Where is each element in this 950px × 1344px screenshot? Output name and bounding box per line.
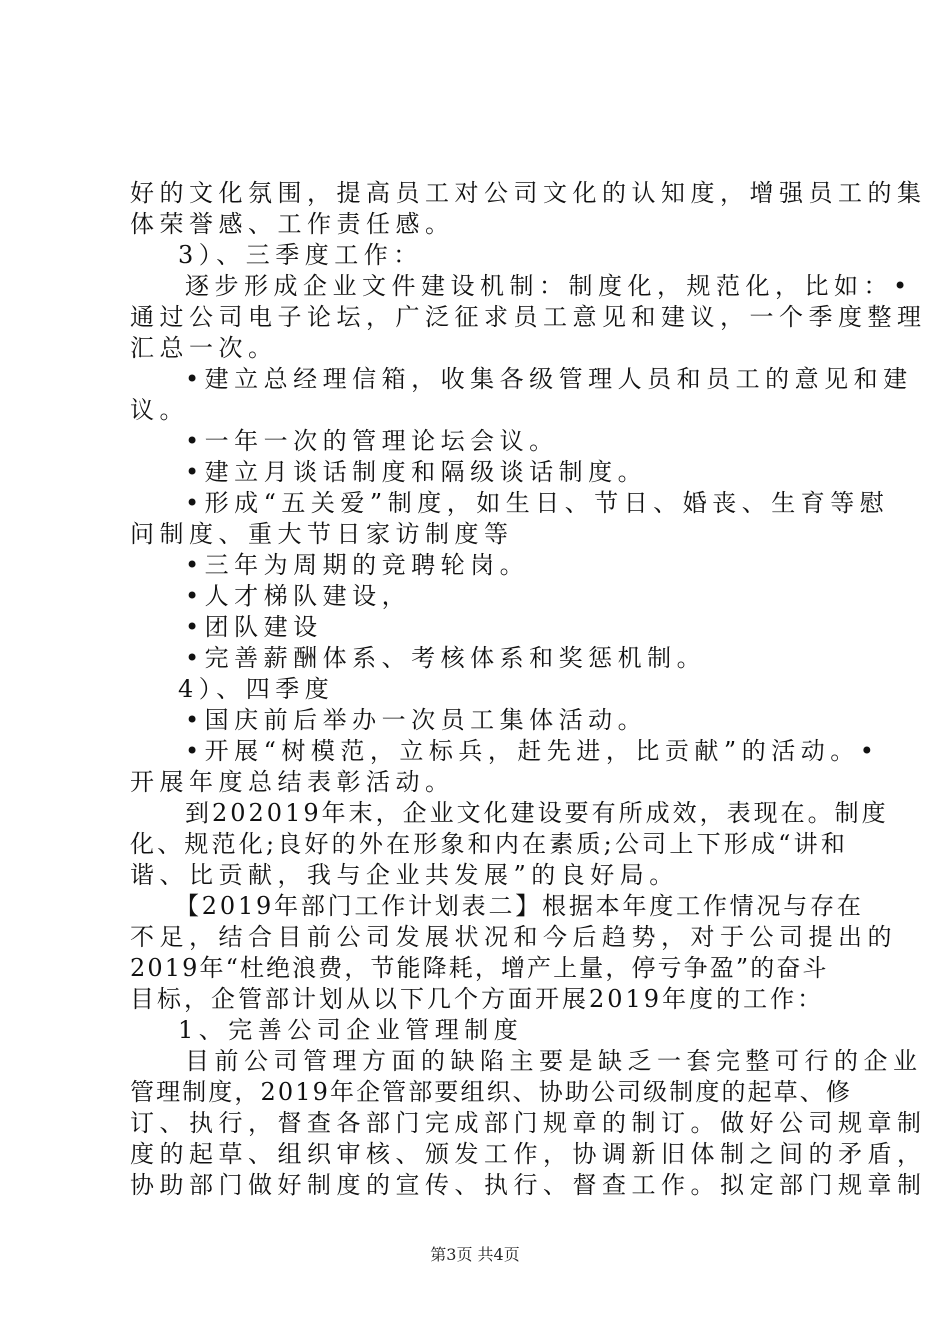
text-line: 3）、三季度工作： [178, 241, 423, 269]
text-line: 1、完善公司企业管理制度 [178, 1016, 524, 1044]
text-line: 订、执行，督查各部门完成部门规章的制订。做好公司规章制 [130, 1109, 927, 1137]
text-line: 不足，结合目前公司发展状况和今后趋势，对于公司提出的 [130, 923, 897, 951]
text-line: 谐、比贡献，我与企业共发展”的良好局。 [130, 861, 679, 889]
text-line: •建立月谈话制度和隔级谈话制度。 [185, 458, 648, 486]
text-line: •国庆前后举办一次员工集体活动。 [185, 706, 648, 734]
text-line: •建立总经理信箱，收集各级管理人员和员工的意见和建 [185, 365, 913, 393]
text-line: 议。 [130, 396, 189, 424]
text-line: 化、规范化;良好的外在形象和内在素质;公司上下形成“讲和 [130, 830, 849, 858]
text-line: •团队建设 [185, 613, 323, 641]
text-line: 体荣誉感、工作责任感。 [130, 210, 455, 238]
text-line: 问制度、重大节日家访制度等 [130, 520, 514, 548]
text-line: 目标，企管部计划从以下几个方面开展2019年度的工作： [130, 985, 825, 1013]
text-line: •人才梯队建设， [185, 582, 412, 610]
text-line: 逐步形成企业文件建设机制：制度化，规范化，比如：• [185, 272, 913, 300]
text-line: •一年一次的管理论坛会议。 [185, 427, 559, 455]
text-line: •完善薪酬体系、考核体系和奖惩机制。 [185, 644, 707, 672]
text-line: •开展“树模范，立标兵，赶先进，比贡献”的活动。• [185, 737, 880, 765]
text-line: 到202019年末，企业文化建设要有所成效，表现在。制度 [185, 799, 889, 827]
text-line: •三年为周期的竞聘轮岗。 [185, 551, 530, 579]
text-line: 2019年“杜绝浪费，节能降耗，增产上量，停亏争盈”的奋斗 [130, 954, 829, 982]
text-line: 开展年度总结表彰活动。 [130, 768, 455, 796]
text-line: 4）、四季度 [178, 675, 335, 703]
text-line: 协助部门做好制度的宣传、执行、督查工作。拟定部门规章制 [130, 1171, 927, 1199]
text-line: 通过公司电子论坛，广泛征求员工意见和建议，一个季度整理 [130, 303, 927, 331]
text-line: 好的文化氛围，提高员工对公司文化的认知度，增强员工的集 [130, 179, 927, 207]
text-line: 度的起草、组织审核、颁发工作，协调新旧体制之间的矛盾， [130, 1140, 927, 1168]
text-line: 【2019年部门工作计划表二】根据本年度工作情况与存在 [175, 892, 864, 920]
text-line: 管理制度，2019年企管部要组织、协助公司级制度的起草、修 [130, 1078, 852, 1106]
page-footer: 第3页 共4页 [430, 1245, 520, 1264]
text-line: •形成“五关爱”制度，如生日、节日、婚丧、生育等慰 [185, 489, 890, 517]
text-line: 目前公司管理方面的缺陷主要是缺乏一套完整可行的企业 [185, 1047, 923, 1075]
text-line: 汇总一次。 [130, 334, 278, 362]
